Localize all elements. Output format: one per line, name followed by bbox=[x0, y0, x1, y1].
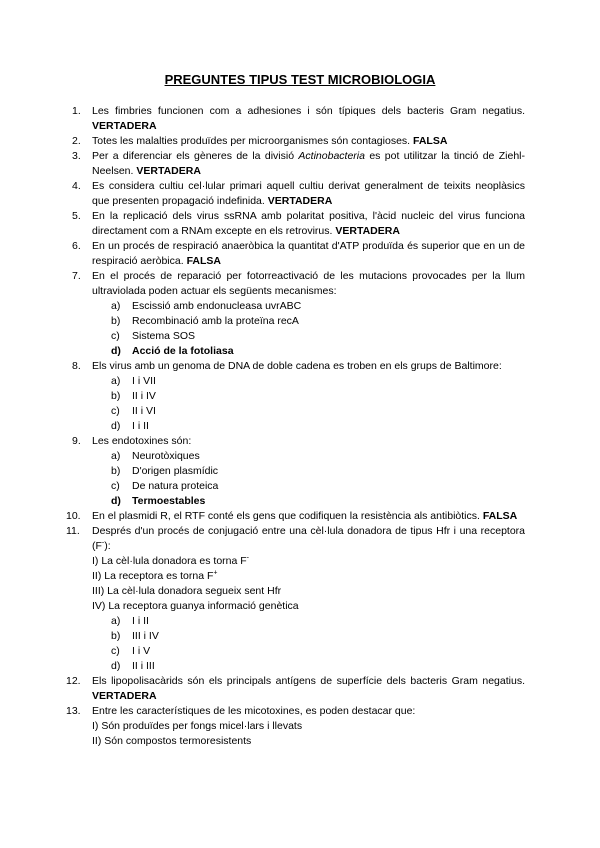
question-number: 5. bbox=[72, 210, 81, 222]
option-a bbox=[92, 299, 525, 314]
answer-label: FALSA bbox=[413, 135, 448, 147]
option-letter: a) bbox=[111, 375, 121, 387]
option-text: II i III bbox=[132, 660, 155, 672]
question-number: 13. bbox=[66, 705, 81, 717]
option-d-correct bbox=[92, 344, 525, 359]
question-7 bbox=[72, 269, 525, 299]
options-list bbox=[92, 449, 525, 509]
question-2 bbox=[72, 134, 525, 149]
statement-text: II) Són compostos termoresistents bbox=[92, 735, 252, 747]
option-text: I i II bbox=[132, 615, 149, 627]
option-letter: c) bbox=[111, 645, 120, 657]
question-number: 6. bbox=[72, 240, 81, 252]
statement bbox=[92, 734, 525, 749]
superscript: - bbox=[101, 539, 105, 547]
question-number: 8. bbox=[72, 360, 81, 372]
answer-label: VERTADERA bbox=[92, 690, 157, 702]
option-letter: d) bbox=[111, 495, 121, 507]
question-number: 2. bbox=[72, 135, 81, 147]
option-text: I i V bbox=[132, 645, 151, 657]
question-1 bbox=[72, 104, 525, 134]
statement-text: IV) La receptora guanya informació genètica bbox=[92, 600, 299, 612]
superscript: + bbox=[213, 569, 218, 577]
option-b bbox=[92, 464, 525, 479]
option-letter: a) bbox=[111, 450, 121, 462]
option-text: Neurotòxiques bbox=[132, 450, 200, 462]
option-b bbox=[92, 314, 525, 329]
statement bbox=[92, 584, 525, 599]
question-text: Les fimbries funcionen com a adhesiones i són típiques dels bacteris Gram negatius. bbox=[92, 105, 525, 117]
statement bbox=[92, 719, 525, 734]
option-text: D'origen plasmídic bbox=[132, 465, 219, 477]
italic-term: Actinobacteria bbox=[298, 150, 365, 162]
question-11 bbox=[66, 524, 525, 554]
option-letter: b) bbox=[111, 390, 121, 402]
question-text: Totes les malalties produïdes per microorganismes són contagioses. bbox=[92, 135, 411, 147]
question-text-cont: es pot utilitzar la tinció de Ziehl-Neelsen. bbox=[92, 150, 525, 177]
question-text: Les endotoxines són: bbox=[92, 435, 192, 447]
option-text: De natura proteica bbox=[132, 480, 219, 492]
option-d-correct bbox=[92, 494, 525, 509]
question-number: 1. bbox=[72, 105, 81, 117]
option-letter: b) bbox=[111, 630, 121, 642]
question-text-end: ): bbox=[104, 540, 111, 552]
option-letter: b) bbox=[111, 315, 121, 327]
question-number: 11. bbox=[66, 525, 80, 537]
option-b bbox=[92, 389, 525, 404]
option-d bbox=[92, 659, 525, 674]
statement-list bbox=[92, 719, 525, 749]
question-8 bbox=[72, 359, 525, 374]
answer-label: FALSA bbox=[482, 510, 518, 522]
question-number: 12. bbox=[66, 675, 81, 687]
option-letter: d) bbox=[111, 420, 121, 432]
option-c bbox=[92, 404, 525, 419]
question-text: Els lipopolisacàrids són els principals antígens de superfície dels bacteris Gram negatius. bbox=[92, 675, 525, 687]
question-number: 10. bbox=[66, 510, 81, 522]
option-text: II i VI bbox=[132, 405, 156, 417]
option-text: III i IV bbox=[132, 630, 159, 642]
statement-list bbox=[92, 554, 525, 614]
statement bbox=[92, 569, 525, 584]
option-letter: d) bbox=[111, 660, 121, 672]
option-letter: a) bbox=[111, 300, 121, 312]
question-text: En el procés de reparació per fotorreactivació de les mutacions provocades per la llum ultraviolada poden actuar els següents mecanismes: bbox=[92, 270, 525, 297]
option-a bbox=[92, 449, 525, 464]
option-b bbox=[92, 629, 525, 644]
option-a bbox=[92, 374, 525, 389]
option-letter: c) bbox=[111, 405, 120, 417]
superscript: - bbox=[246, 554, 250, 562]
statement-text: I) Són produïdes per fongs micel·lars i llevats bbox=[92, 720, 303, 732]
statement-text: I) La cèl·lula donadora es torna F bbox=[92, 555, 247, 567]
question-5 bbox=[72, 209, 525, 239]
document-title: PREGUNTES TIPUS TEST MICROBIOLOGIA bbox=[164, 72, 436, 87]
option-letter: d) bbox=[111, 345, 121, 357]
question-number: 9. bbox=[72, 435, 81, 447]
question-text: Els virus amb un genoma de DNA de doble cadena es troben en els grups de Baltimore: bbox=[92, 360, 502, 372]
question-text: En la replicació dels virus ssRNA amb polaritat positiva, l'àcid nucleic del virus funciona directament com a RNAm excepte en els retrovirus. bbox=[92, 210, 525, 237]
question-text: Per a diferenciar els gèneres de la divisió bbox=[92, 150, 295, 162]
option-text: Termoestables bbox=[132, 495, 206, 507]
option-text: Acció de la fotoliasa bbox=[132, 345, 234, 357]
question-13 bbox=[66, 704, 525, 719]
options-list bbox=[92, 299, 525, 359]
option-text: Escissió amb endonucleasa uvrABC bbox=[132, 300, 302, 312]
option-a bbox=[92, 614, 525, 629]
question-number: 7. bbox=[72, 270, 81, 282]
option-c bbox=[92, 329, 525, 344]
question-text: En un procés de respiració anaeròbica la quantitat d'ATP produïda és superior que en un de respiració aeròbica. bbox=[92, 240, 525, 267]
question-6 bbox=[72, 239, 525, 269]
option-text: II i IV bbox=[132, 390, 156, 402]
option-d bbox=[92, 419, 525, 434]
option-text: I i VII bbox=[132, 375, 156, 387]
question-text: Entre les característiques de les micotoxines, es poden destacar que: bbox=[92, 705, 416, 717]
question-number: 4. bbox=[72, 180, 81, 192]
option-c bbox=[92, 644, 525, 659]
answer-label: VERTADERA bbox=[335, 225, 400, 237]
statement bbox=[92, 554, 525, 569]
statement-text: II) La receptora es torna F bbox=[92, 570, 214, 582]
question-text: En el plasmidi R, el RTF conté els gens que codifiquen la resistència als antibiòtics. bbox=[92, 510, 480, 522]
options-list bbox=[92, 374, 525, 434]
option-c bbox=[92, 479, 525, 494]
question-12 bbox=[66, 674, 525, 704]
option-text: I i II bbox=[132, 420, 149, 432]
question-10 bbox=[66, 509, 525, 524]
statement bbox=[92, 599, 525, 614]
question-3 bbox=[72, 149, 525, 179]
question-9 bbox=[72, 434, 525, 449]
answer-label: VERTADERA bbox=[136, 165, 201, 177]
question-4 bbox=[72, 179, 525, 209]
options-list bbox=[92, 614, 525, 674]
answer-label: VERTADERA bbox=[267, 195, 333, 207]
question-list bbox=[66, 104, 525, 749]
option-letter: a) bbox=[111, 615, 121, 627]
question-text: Es considera cultiu cel·lular primari aquell cultiu derivat generalment de teixits neoplàsics que presenten propagació indefinida. bbox=[92, 180, 525, 207]
option-letter: b) bbox=[111, 465, 121, 477]
option-letter: c) bbox=[111, 480, 120, 492]
answer-label: FALSA bbox=[186, 255, 221, 267]
option-text: Recombinació amb la proteïna recA bbox=[132, 315, 299, 327]
question-text: Després d'un procés de conjugació entre una cèl·lula donadora de tipus Hfr i una receptora (F bbox=[92, 525, 525, 552]
option-letter: c) bbox=[111, 330, 120, 342]
question-number: 3. bbox=[72, 150, 81, 162]
answer-label: VERTADERA bbox=[92, 120, 157, 132]
statement-text: III) La cèl·lula donadora segueix sent Hfr bbox=[92, 585, 282, 597]
option-text: Sistema SOS bbox=[132, 330, 196, 342]
